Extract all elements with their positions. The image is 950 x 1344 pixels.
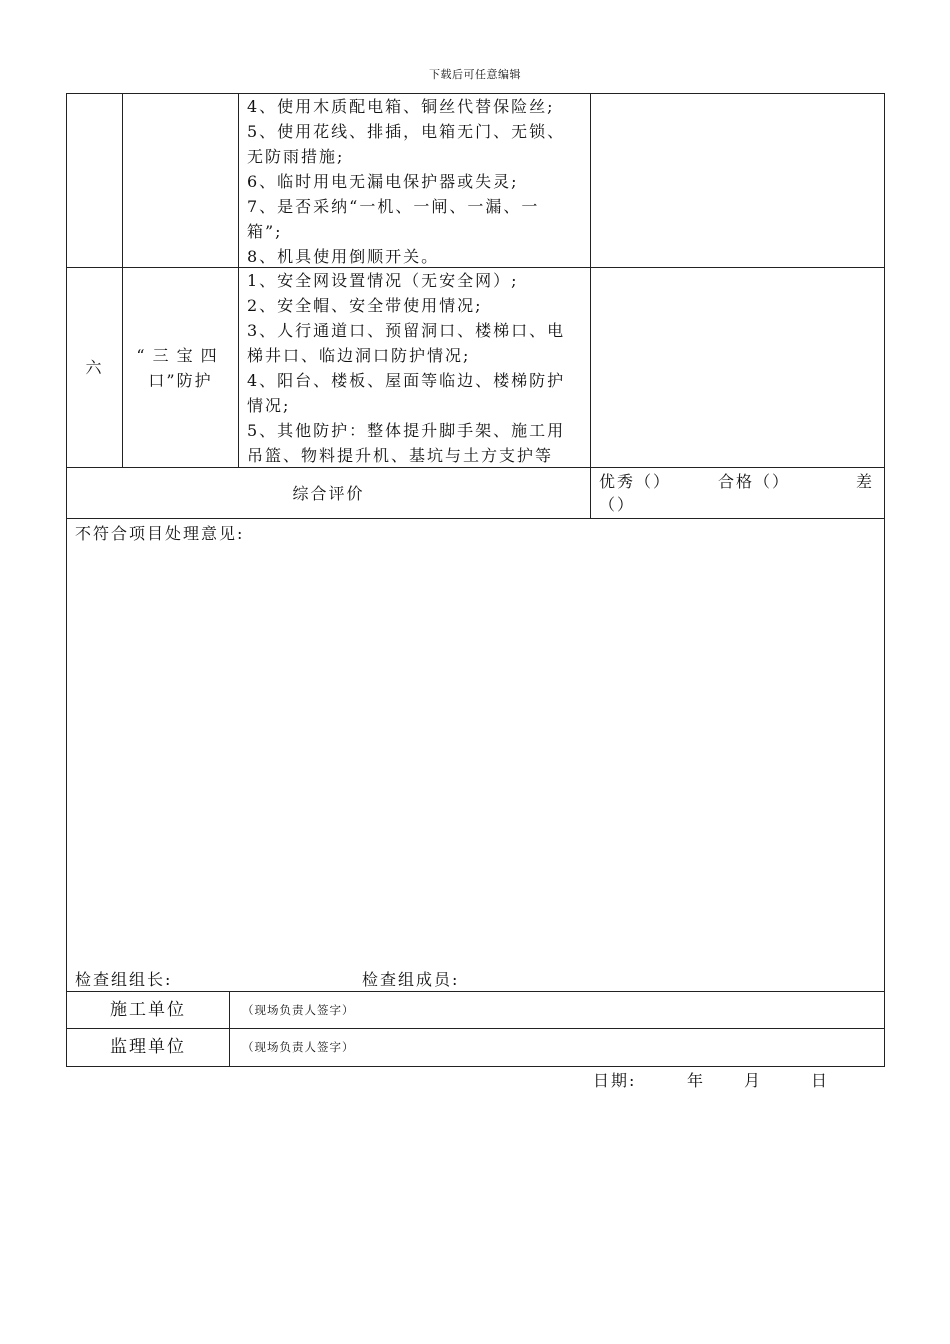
- list-item: 1、安全网设置情况（无安全网）;: [247, 271, 519, 290]
- list-item: 5、其他防护：整体提升脚手架、施工用: [247, 421, 566, 440]
- protection-items: [247, 268, 587, 468]
- row-number: 六: [85, 358, 104, 377]
- list-item: 6、临时用电无漏电保护器或失灵;: [247, 172, 519, 191]
- list-item: 无防雨措施;: [247, 147, 345, 166]
- qualified-option: 合格（）: [718, 472, 791, 491]
- nonconform-label: 不符合项目处理意见:: [75, 524, 245, 543]
- construction-label: 施工单位: [110, 999, 186, 1020]
- date-year: 年: [687, 1071, 706, 1090]
- construction-signature: （现场负责人签字）: [242, 1002, 355, 1017]
- power-items: [247, 94, 587, 269]
- list-item: 4、使用木质配电箱、铜丝代替保险丝;: [247, 97, 555, 116]
- list-item: 3、人行通道口、预留洞口、楼梯口、电: [247, 321, 566, 340]
- leader-label: 检查组组长:: [75, 970, 173, 989]
- excellent-option: 优秀（）: [599, 472, 672, 491]
- evaluation-label: 综合评价: [292, 483, 365, 503]
- list-item: 情况;: [247, 396, 291, 415]
- list-item: 4、阳台、楼板、屋面等临边、楼梯防护: [247, 371, 566, 390]
- list-item: 梯井口、临边洞口防护情况;: [247, 346, 471, 365]
- date-label: 日期:: [593, 1071, 637, 1090]
- category-line: “三宝四: [136, 345, 225, 365]
- list-item: 箱”;: [247, 222, 283, 241]
- members-label: 检查组成员:: [362, 970, 460, 989]
- date-day: 日: [811, 1071, 830, 1090]
- category-line: 口”防护: [148, 370, 213, 390]
- date-month: 月: [744, 1071, 763, 1090]
- list-item: 5、使用花线、排插，电箱无门、无锁、: [247, 122, 566, 141]
- list-item: 2、安全帽、安全带使用情况;: [247, 296, 483, 315]
- poor-option: 差: [855, 472, 874, 491]
- supervision-signature: （现场负责人签字）: [242, 1040, 355, 1054]
- list-item: 8、机具使用倒顺开关。: [247, 247, 440, 266]
- supervision-label: 监理单位: [110, 1037, 186, 1057]
- evaluation-options: [591, 468, 884, 518]
- poor-paren: （）: [599, 495, 636, 514]
- list-item: 吊篮、物料提升机、基坑与土方支护等: [247, 446, 554, 465]
- header-note: 下载后可任意编辑: [429, 68, 521, 81]
- row-category: [123, 268, 238, 467]
- list-item: 7、是否采纳“一机、一闸、一漏、一: [247, 197, 540, 216]
